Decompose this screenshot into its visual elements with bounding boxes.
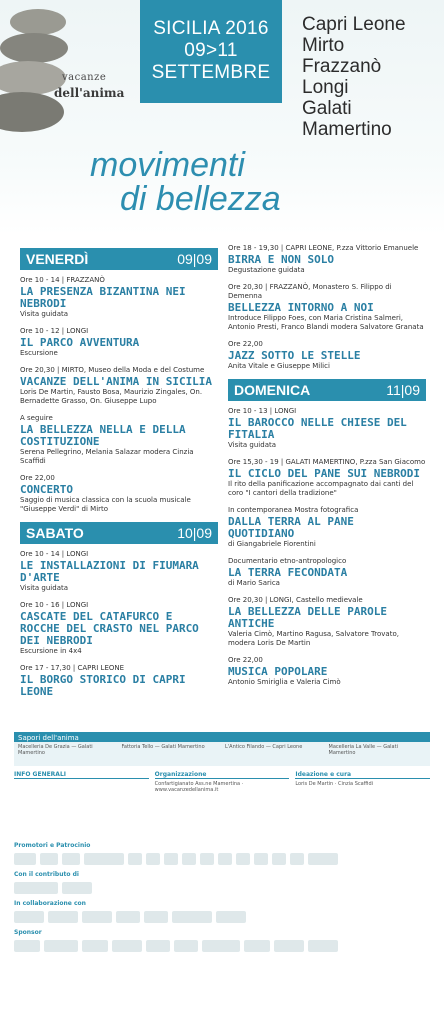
event-meta: Ore 22,00: [20, 474, 55, 482]
day-date: 09|09: [177, 251, 212, 267]
event-meta: Documentario etno-antropologico: [228, 557, 347, 565]
event-item: [20, 601, 218, 656]
ideation-block: [295, 772, 430, 836]
event-title: IL PARCO AVVENTURA: [20, 336, 140, 349]
event-item: [20, 474, 218, 514]
logo-icon: [164, 853, 178, 865]
logo-icon: [200, 853, 214, 865]
event-meta: Ore 20,30 | LONGI, Castello medievale: [228, 596, 363, 604]
event-item: [228, 656, 426, 687]
poster-header: [0, 0, 444, 235]
logo-icon: [244, 940, 270, 952]
event-meta: Ore 10 - 13 | LONGI: [228, 407, 297, 415]
event-meta: In contemporanea Mostra fotografica: [228, 506, 359, 514]
logo-icon: [308, 853, 338, 865]
event-title: JAZZ SOTTO LE STELLE: [228, 349, 361, 362]
event-meta: Ore 15,30 - 19 | GALATI MAMERTINO, P.zza San Giacomo: [228, 458, 426, 466]
event-meta: Ore 10 - 14 | LONGI: [20, 550, 89, 558]
places-list: [302, 14, 406, 140]
logo-icon: [146, 853, 160, 865]
logo-icon: [84, 853, 124, 865]
event-subtitle: Anita Vitale e Giuseppe Milici: [228, 362, 330, 370]
sponsor-logos: [14, 940, 430, 952]
logo-icon: [112, 940, 142, 952]
event-item: [228, 506, 426, 549]
logo-icon: [172, 911, 212, 923]
event-item: [228, 407, 426, 450]
contrib-label: Con il contributo di: [14, 871, 79, 878]
logo-icon: [62, 853, 80, 865]
org-title: Organizzazione: [155, 772, 290, 779]
collab-logos: [14, 911, 430, 923]
saturday-evening-events: [228, 244, 426, 371]
sapori-row: [14, 742, 430, 766]
org-text: Confartigianato Ass.ne Mamertina · www.vacanzedellanima.it: [154, 781, 244, 793]
logo-icon: [274, 940, 304, 952]
info-block: [14, 772, 149, 836]
event-subtitle: di Mario Sarica: [228, 579, 280, 587]
event-subtitle: di Giangabriele Fiorentini: [228, 540, 316, 548]
day-header-friday: [20, 248, 218, 270]
place: Mamertino: [302, 119, 392, 140]
date-line: SETTEMBRE: [151, 62, 271, 83]
logo-icon: [254, 853, 268, 865]
event-title: CASCATE DEL CATAFURCO E ROCCHE DEL CRASTO NEL PARCO DEI NEBRODI: [20, 610, 199, 647]
event-title: LA BELLEZZA NELLA E DELLA COSTITUZIONE: [20, 423, 186, 448]
left-column: [20, 248, 218, 706]
sapori-col: Macelleria De Grazia — Galati Mamertino: [18, 744, 93, 756]
event-item: [228, 557, 426, 588]
logo-icon: [62, 882, 92, 894]
place: Frazzanò: [302, 56, 382, 77]
event-item: [20, 366, 218, 406]
event-item: [20, 276, 218, 319]
brand-top: vacanze: [62, 72, 107, 83]
event-item: [228, 458, 426, 498]
day-header-saturday: [20, 522, 218, 544]
day-name: VENERDÌ: [26, 251, 89, 267]
place: Capri Leone: [302, 14, 406, 35]
org-block: [155, 772, 290, 836]
event-subtitle: Il rito della panificazione accompagnato dai canti del coro "I cantori della tradizione": [228, 480, 414, 497]
friday-events: [20, 276, 218, 514]
event-subtitle: Antonio Smiriglia e Valeria Cimò: [228, 678, 341, 686]
event-title: MUSICA POPOLARE: [228, 665, 328, 678]
event-title: LE INSTALLAZIONI DI FIUMARA D'ARTE: [20, 559, 199, 584]
event-meta: A seguire: [20, 414, 53, 422]
info-title: INFO GENERALI: [14, 772, 149, 779]
event-subtitle: Visita guidata: [228, 441, 277, 449]
event-subtitle: Degustazione guidata: [228, 266, 305, 274]
event-title: IL BAROCCO NELLE CHIESE DEL FITALIA: [228, 416, 407, 441]
logo-icon: [146, 940, 170, 952]
event-item: [228, 340, 426, 371]
logo-icon: [218, 853, 232, 865]
date-line: SICILIA 2016: [153, 18, 269, 39]
event-item: [20, 664, 218, 698]
event-title: IL BORGO STORICO DI CAPRI LEONE: [20, 673, 186, 698]
logo-icon: [14, 911, 44, 923]
event-title: BIRRA E NON SOLO: [228, 253, 334, 266]
logo-icon: [202, 940, 240, 952]
logo-icon: [14, 882, 58, 894]
title-line2: di bellezza: [120, 180, 281, 218]
collab-label: In collaborazione con: [14, 900, 86, 907]
title-line1: movimenti: [90, 146, 245, 184]
saturday-events: [20, 550, 218, 698]
place: Longi: [302, 77, 349, 98]
event-meta: Ore 10 - 14 | FRAZZANÒ: [20, 276, 105, 284]
event-meta: Ore 10 - 12 | LONGI: [20, 327, 89, 335]
promo-logos: [14, 853, 430, 865]
sunday-events: [228, 407, 426, 687]
logo-icon: [272, 853, 286, 865]
event-subtitle: Visita guidata: [20, 584, 69, 592]
day-date: 11|09: [386, 382, 420, 398]
date-line: 09>11: [184, 40, 238, 61]
contrib-logos: [14, 882, 430, 894]
event-subtitle: Saggio di musica classica con la scuola musicale "Giuseppe Verdi" di Mirto: [20, 496, 191, 513]
day-header-sunday: [228, 379, 426, 401]
right-column: [228, 244, 426, 695]
logo-icon: [290, 853, 304, 865]
event-subtitle: Introduce Filippo Foes, con Maria Cristina Salmeri, Antonio Presti, Franco Blandi modera Salvatore Granata: [228, 314, 424, 331]
logo-icon: [48, 911, 78, 923]
event-title: BELLEZZA INTORNO A NOI: [228, 301, 374, 314]
event-item: [228, 596, 426, 648]
date-box: [140, 0, 282, 103]
event-item: [228, 244, 426, 275]
event-subtitle: Valeria Cimò, Martino Ragusa, Salvatore Trovato, modera Loris De Martin: [228, 630, 399, 647]
event-subtitle: Escursione: [20, 349, 58, 357]
promo-label: Promotori e Patrocinio: [14, 842, 91, 849]
event-meta: Ore 20,30 | FRAZZANÒ, Monastero S. Filippo di Demenna: [228, 283, 392, 300]
logo-icon: [82, 940, 108, 952]
event-item: [20, 414, 218, 466]
sapori-col: Fattoria Tello — Galati Mamertino: [121, 744, 205, 750]
sapori-col: L'Antico Filando — Capri Leone: [225, 744, 303, 750]
place: Galati: [302, 98, 352, 119]
day-name: SABATO: [26, 525, 84, 541]
event-meta: Ore 20,30 | MIRTO, Museo della Moda e del Costume: [20, 366, 205, 374]
logo-icon: [128, 853, 142, 865]
place: Mirto: [302, 35, 345, 56]
event-meta: Ore 22,00: [228, 656, 263, 664]
event-meta: Ore 18 - 19,30 | CAPRI LEONE, P.zza Vittorio Emanuele: [228, 244, 419, 252]
logo-icon: [236, 853, 250, 865]
event-title: VACANZE DELL'ANIMA IN SICILIA: [20, 375, 213, 388]
sapori-col: Macelleria La Valle — Galati Mamertino: [328, 744, 398, 756]
event-subtitle: Serena Pellegrino, Melania Salazar modera Cinzia Scaffidi: [20, 448, 194, 465]
event-title: LA PRESENZA BIZANTINA NEI NEBRODI: [20, 285, 186, 310]
ideation-title: Ideazione e cura: [295, 772, 430, 779]
event-title: DALLA TERRA AL PANE QUOTIDIANO: [228, 515, 354, 540]
footer: [14, 732, 430, 1016]
event-subtitle: Loris De Martin, Fausto Bosa, Maurizio Zingales, On. Bernadette Grasso, On. Giuseppe Lupo: [20, 388, 203, 405]
info-row: [14, 772, 430, 836]
logo-icon: [40, 853, 58, 865]
day-date: 10|09: [177, 525, 212, 541]
brand-bottom: dell'anima: [54, 86, 125, 100]
event-subtitle: Visita guidata: [20, 310, 69, 318]
logo-icon: [174, 940, 198, 952]
logo-icon: [216, 911, 246, 923]
event-item: [20, 327, 218, 358]
logo-icon: [144, 911, 168, 923]
day-name: DOMENICA: [234, 382, 311, 398]
event-title: LA BELLEZZA DELLE PAROLE ANTICHE: [228, 605, 387, 630]
event-item: [228, 283, 426, 332]
event-title: IL CICLO DEL PANE SUI NEBRODI: [228, 467, 421, 480]
event-title: LA TERRA FECONDATA: [228, 566, 348, 579]
logo-icon: [14, 940, 40, 952]
event-meta: Ore 17 - 17,30 | CAPRI LEONE: [20, 664, 125, 672]
event-meta: Ore 22,00: [228, 340, 263, 348]
logo-icon: [182, 853, 196, 865]
event-subtitle: Escursione in 4x4: [20, 647, 82, 655]
event-title: CONCERTO: [20, 483, 73, 496]
logo-icon: [14, 853, 36, 865]
logo-icon: [82, 911, 112, 923]
sapori-title: Sapori dell'anima: [14, 732, 430, 742]
event-meta: Ore 10 - 16 | LONGI: [20, 601, 89, 609]
ideation-text: Loris De Martin · Cinzia Scaffidi: [295, 781, 374, 787]
event-item: [20, 550, 218, 593]
logo-icon: [44, 940, 78, 952]
logo-icon: [308, 940, 338, 952]
logo-icon: [116, 911, 140, 923]
sponsor-label: Sponsor: [14, 929, 42, 936]
